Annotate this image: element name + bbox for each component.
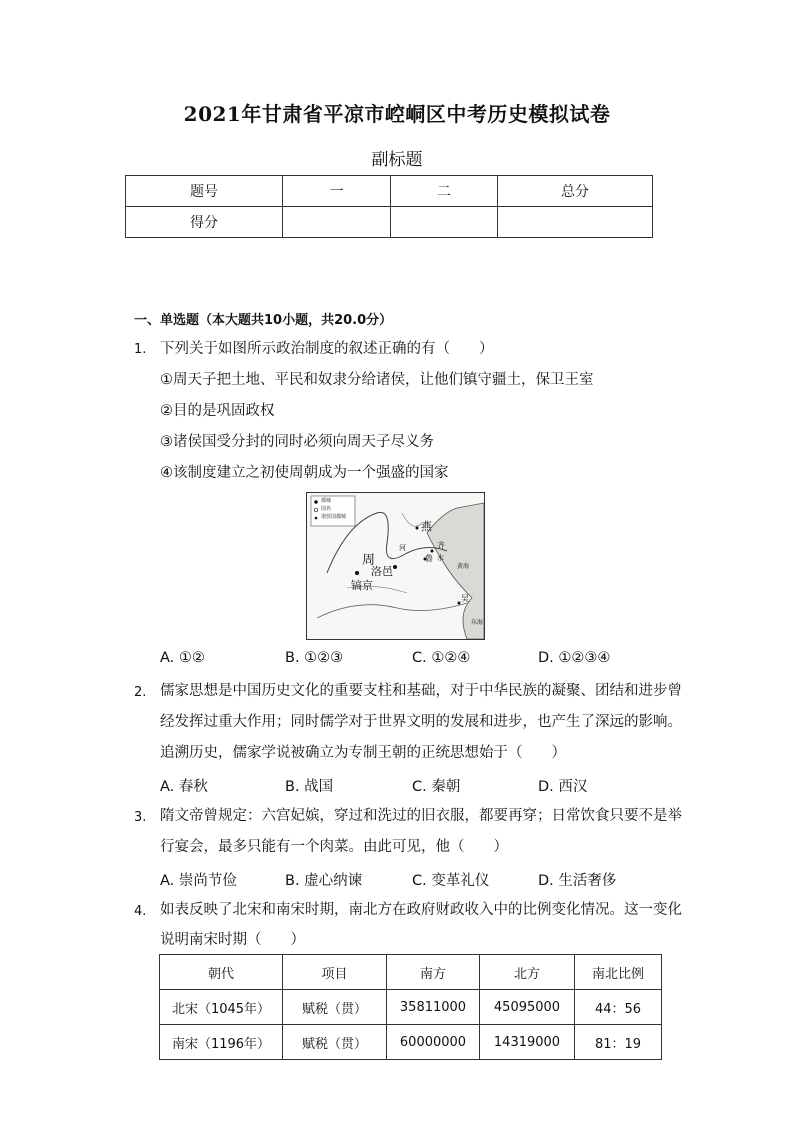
score-cell: [391, 207, 498, 238]
option-a: A. 春秋: [160, 779, 208, 795]
map-label-haojing: 镐京: [351, 579, 373, 592]
map-label-lu: 鲁: [425, 554, 433, 563]
option-d: D. ①②③④: [538, 650, 611, 666]
option-d: D. 西汉: [538, 779, 588, 795]
question-line: 追溯历史，儒家学说被确立为专制王朝的正统思想始于（ ）: [160, 745, 566, 761]
map-legend-label: 都城: [321, 498, 332, 504]
table-row: [160, 990, 662, 1025]
table-cell: 南宋（1196年）: [160, 1025, 283, 1060]
table-cell: 35811000: [387, 990, 480, 1025]
map-label-river: 河: [399, 544, 406, 552]
option-b: B. ①②③: [285, 650, 344, 666]
table-cell: 81：19: [575, 1025, 662, 1060]
map-legend-label: 诸侯国都城: [321, 514, 347, 520]
score-table: [125, 175, 653, 238]
table-cell: 44：56: [575, 990, 662, 1025]
map-label-qi: 齐: [437, 541, 445, 550]
map-label-zhou: 周: [362, 553, 376, 568]
table-row: [160, 1025, 662, 1060]
option-b: B. 战国: [285, 779, 334, 795]
question-line: 如表反映了北宋和南宋时期，南北方在政府财政收入中的比例变化情况。这一变化: [160, 902, 682, 918]
table-header-cell: 南北比例: [575, 955, 662, 990]
table-header-cell: 南方: [387, 955, 480, 990]
table-header-row: [160, 955, 662, 990]
map-label-river: 水: [437, 554, 444, 562]
option-b: B. 虚心纳谏: [285, 873, 363, 889]
option-a: A. 崇尚节俭: [160, 873, 237, 889]
question-line: 儒家思想是中国历史文化的重要支柱和基础，对于中华民族的凝聚、团结和进步曾: [160, 683, 682, 699]
question-line: 行宴会，最多只能有一个肉菜。由此可见，他（ ）: [160, 839, 508, 855]
score-cell: 二: [391, 176, 498, 207]
score-cell: [498, 207, 653, 238]
statement-item: ③诸侯国受分封的同时必须向周天子尽义务: [160, 434, 434, 450]
page-subtitle: 副标题: [371, 150, 423, 170]
score-cell: 总分: [498, 176, 653, 207]
map-label-wu: 吴: [461, 594, 469, 603]
table-cell: 赋税（贯）: [283, 1025, 387, 1060]
option-c: C. ①②④: [412, 650, 471, 666]
map-label-yan: 燕: [421, 520, 432, 533]
statement-item: ④该制度建立之初使周朝成为一个强盛的国家: [160, 465, 449, 481]
question-number: 4.: [134, 904, 147, 919]
table-header-cell: 朝代: [160, 955, 283, 990]
map-label-donghai: 东海: [471, 619, 484, 626]
table-cell: 赋税（贯）: [283, 990, 387, 1025]
score-cell: 题号: [126, 176, 283, 207]
table-header-cell: 北方: [480, 955, 575, 990]
statement-item: ②目的是巩固政权: [160, 403, 275, 419]
statement-item: ①周天子把土地、平民和奴隶分给诸侯，让他们镇守疆土，保卫王室: [160, 372, 594, 388]
question-number: 3.: [134, 810, 147, 825]
question-line: 经发挥过重大作用；同时儒学对于世界文明的发展和进步，也产生了深远的影响。: [160, 714, 682, 730]
question-line: 说明南宋时期（ ）: [160, 932, 305, 948]
score-cell: 得分: [126, 207, 283, 238]
map-label-huanghai: 黄海: [457, 563, 470, 570]
table-cell: 北宋（1045年）: [160, 990, 283, 1025]
zhou-map-figure: [306, 492, 485, 640]
option-a: A. ①②: [160, 650, 205, 666]
option-c: C. 变革礼仪: [412, 873, 490, 889]
option-c: C. 秦朝: [412, 779, 461, 795]
question-line: 隋文帝曾规定：六宫妃嫔，穿过和洗过的旧衣服，都要再穿；日常饮食只要不是举: [160, 808, 682, 824]
page-title: 2021年甘肃省平凉市崆峒区中考历史模拟试卷: [183, 102, 611, 126]
table-cell: 60000000: [387, 1025, 480, 1060]
table-cell: 14319000: [480, 1025, 575, 1060]
question-stem: 下列关于如图所示政治制度的叙述正确的有（ ）: [160, 341, 494, 357]
score-cell: 一: [283, 176, 391, 207]
table-cell: 45095000: [480, 990, 575, 1025]
table-header-cell: 项目: [283, 955, 387, 990]
revenue-table: [159, 954, 662, 1060]
map-label-luoyi: 洛邑: [371, 565, 393, 578]
score-cell: [283, 207, 391, 238]
score-table-row: [126, 207, 653, 238]
option-d: D. 生活奢侈: [538, 873, 617, 889]
question-number: 2.: [134, 685, 147, 700]
score-table-header-row: [126, 176, 653, 207]
map-legend-label: 国名: [321, 506, 332, 512]
section-heading: 一、单选题（本大题共10小题，共20.0分）: [134, 313, 393, 328]
question-number: 1.: [134, 342, 147, 357]
